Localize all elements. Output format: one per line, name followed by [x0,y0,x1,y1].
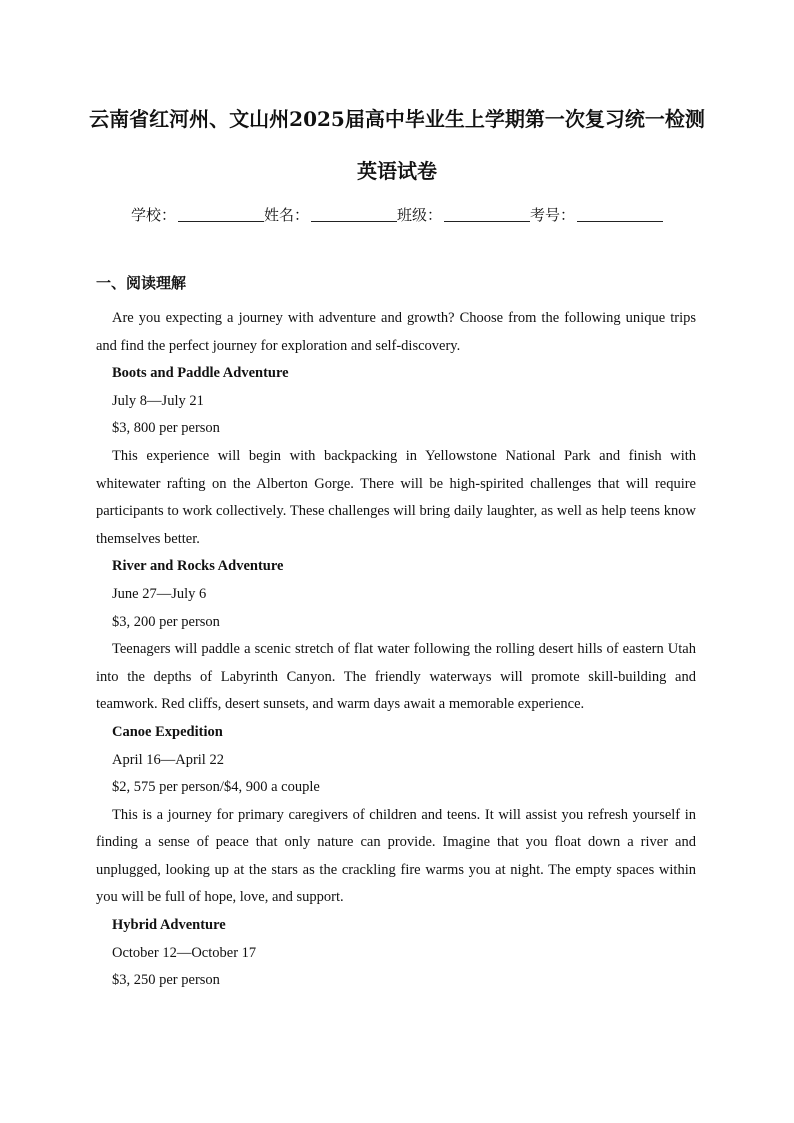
school-blank[interactable] [178,207,264,222]
trip-dates: June 27—July 6 [112,585,207,602]
exam-number-field [530,204,663,225]
trip-description: This is a journey for primary caregivers of children and teens. It will assist you refresh yourself in finding a sense of peace that only nature can provide. Imagine that you float down a river and unplugged, looking up at the stars as the crackling fire warms you at night. The empty spaces within you will be full of hope, love, and support. [96,806,696,906]
school-label: 学校： [130,206,176,224]
trip-dates: October 12—October 17 [112,944,257,961]
student-info-line [0,204,794,225]
trip-name: River and Rocks Adventure [112,558,284,575]
name-label: 姓名： [263,206,309,224]
class-label: 班级： [397,206,443,224]
name-blank[interactable] [311,207,397,222]
exam-number-blank[interactable] [577,207,663,222]
trip-price: $2, 575 per person/$4, 900 a couple [112,779,320,796]
trip-dates: April 16—April 22 [112,751,224,768]
trip-price: $3, 800 per person [112,420,220,437]
intro-paragraph: Are you expecting a journey with adventure and growth? Choose from the following unique trips and find the perfect journey for exploration and self-discovery. [96,310,696,354]
exam-number-label: 考号： [530,206,576,224]
class-field [397,204,530,225]
section-heading: 一、阅读理解 [96,274,187,292]
exam-subtitle: 英语试卷 [357,159,437,183]
trip-name: Canoe Expedition [112,723,223,740]
name-field [264,204,397,225]
trip-description: This experience will begin with backpacking in Yellowstone National Park and finish with whitewater rafting on the Alberton Gorge. There will be high-spirited challenges that will require participants to work collectively. These challenges will bring daily laughter, as well as help teens know themselves better. [96,447,696,547]
trip-price: $3, 200 per person [112,613,220,630]
trip-dates: July 8—July 21 [112,392,204,409]
school-field [131,204,264,225]
trip-price: $3, 250 per person [112,972,220,989]
reading-passage [96,305,696,995]
trip-name: Boots and Paddle Adventure [112,365,289,382]
exam-title: 云南省红河州、文山州2025届高中毕业生上学期第一次复习统一检测 [89,107,705,131]
trip-description: Teenagers will paddle a scenic stretch of flat water following the rolling desert hills of eastern Utah into the depths of Labyrinth Canyon. The friendly waterways will promote skill-building and teamwork. Red cliffs, desert sunsets, and warm days await a memorable experience. [96,641,696,713]
trip-name: Hybrid Adventure [112,917,226,934]
class-blank[interactable] [444,207,530,222]
